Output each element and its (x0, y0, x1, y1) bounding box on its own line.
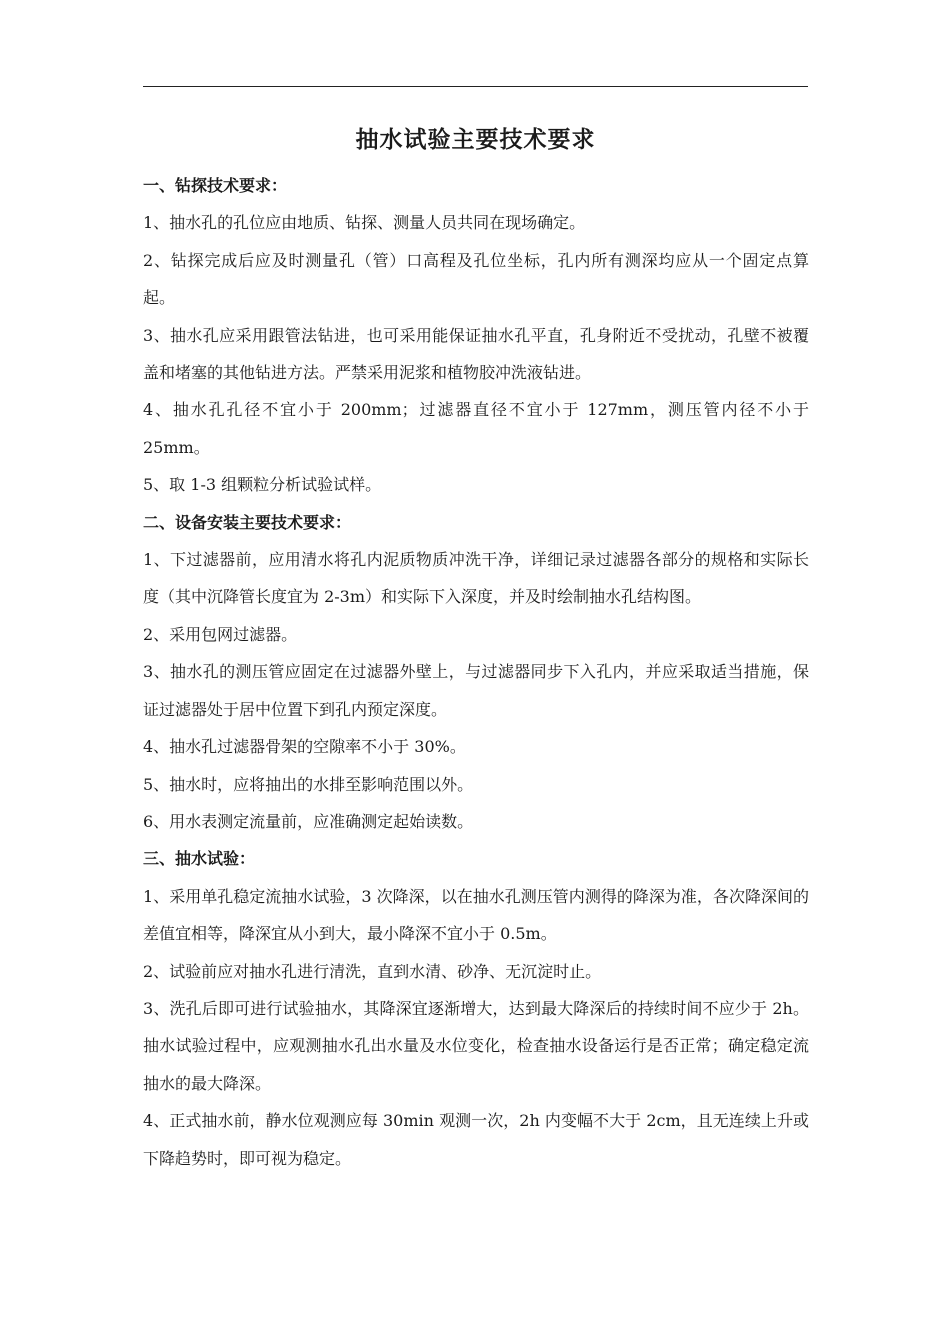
paragraph: 4、抽水孔孔径不宜小于 200mm；过滤器直径不宜小于 127mm，测压管内径不小于 25mm。 (143, 400, 809, 457)
paragraph: 2、试验前应对抽水孔进行清洗，直到水清、砂净、无沉淀时止。 (143, 961, 602, 981)
paragraph: 4、抽水孔过滤器骨架的空隙率不小于 30%。 (143, 737, 466, 757)
header-rule (143, 86, 808, 87)
paragraph: 6、用水表测定流量前，应准确测定起始读数。 (143, 811, 474, 831)
section-heading-drilling: 一、钻探技术要求： (143, 176, 288, 195)
paragraph: 5、取 1-3 组颗粒分析试验试样。 (143, 475, 382, 495)
document-body (143, 167, 809, 1177)
page-title: 抽水试验主要技术要求 (355, 126, 596, 153)
paragraph: 1、采用单孔稳定流抽水试验，3 次降深，以在抽水孔测压管内测得的降深为准，各次降深间的差值宜相等，降深宜从小到大，最小降深不宜小于 0.5m。 (143, 886, 809, 944)
paragraph: 3、抽水孔的测压管应固定在过滤器外壁上，与过滤器同步下入孔内，并应采取适当措施，保证过滤器处于居中位置下到孔内预定深度。 (143, 662, 809, 719)
paragraph: 2、钻探完成后应及时测量孔（管）口高程及孔位坐标，孔内所有测深均应从一个固定点算起。 (143, 250, 809, 308)
paragraph: 5、抽水时，应将抽出的水排至影响范围以外。 (143, 774, 474, 794)
section-heading-pumping-test: 三、抽水试验： (143, 849, 256, 869)
paragraph: 3、洗孔后即可进行试验抽水，其降深宜逐渐增大，达到最大降深后的持续时间不应少于 2h。抽水试验过程中，应观测抽水孔出水量及水位变化，检查抽水设备运行是否正常；确定稳定流抽水的最大降深。 (143, 998, 809, 1093)
section-heading-installation: 二、设备安装主要技术要求： (143, 512, 352, 532)
paragraph: 1、下过滤器前，应用清水将孔内泥质物质冲洗干净，详细记录过滤器各部分的规格和实际长度（其中沉降管长度宜为 2-3m）和实际下入深度，并及时绘制抽水孔结构图。 (143, 550, 809, 607)
paragraph: 1、抽水孔的孔位应由地质、钻探、测量人员共同在现场确定。 (143, 213, 586, 233)
paragraph: 4、正式抽水前，静水位观测应每 30min 观测一次，2h 内变幅不大于 2cm，且无连续上升或下降趋势时，即可视为稳定。 (143, 1111, 809, 1168)
paragraph: 3、抽水孔应采用跟管法钻进，也可采用能保证抽水孔平直，孔身附近不受扰动，孔壁不被覆盖和堵塞的其他钻进方法。严禁采用泥浆和植物胶冲洗液钻进。 (143, 325, 809, 383)
paragraph: 2、采用包网过滤器。 (143, 624, 298, 644)
